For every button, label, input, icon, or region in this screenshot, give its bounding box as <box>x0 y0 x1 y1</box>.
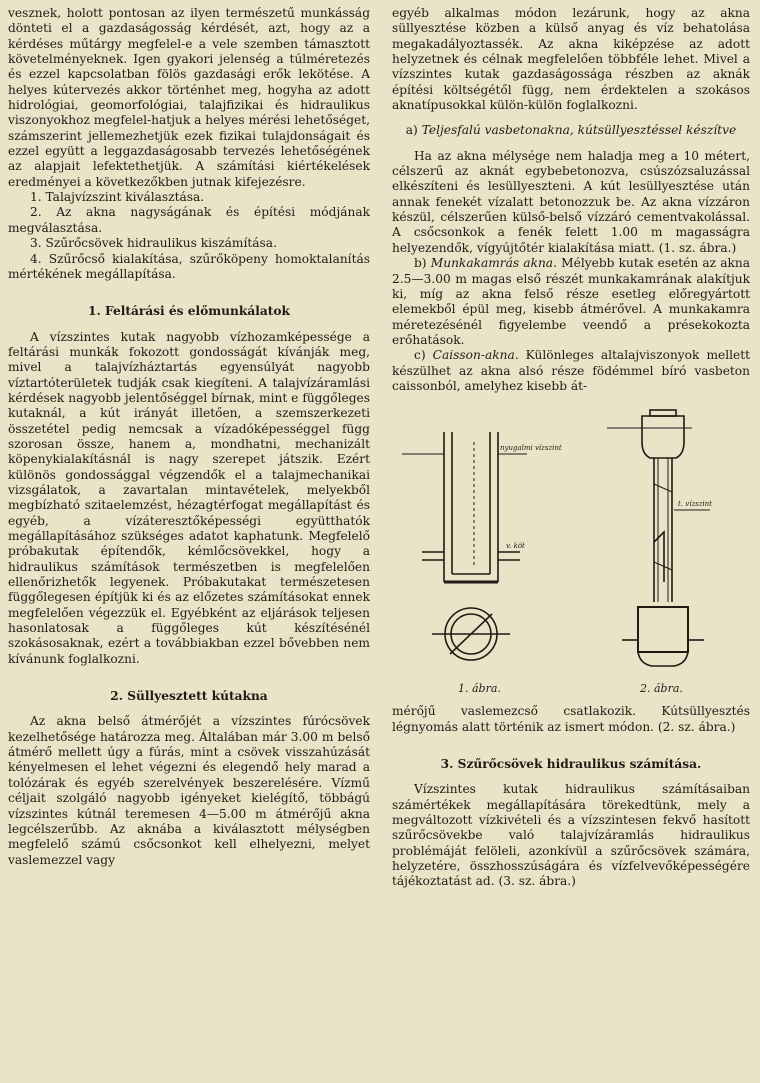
item-text: Különleges altalajviszonyok mellett készülhet az akna alsó része födémmel bíró vasbeton caissonból, amelyhez kisebb át- <box>392 348 751 393</box>
section-paragraph: mérőjű vaslemezcső csatlakozik. Kútsüllyesztés légnyomás alatt történik az ismert módon. (2. sz. ábra.) <box>392 704 750 734</box>
item-label: c) <box>414 348 426 363</box>
subsection-title-text: Teljesfalú vasbetonakna, kútsüllyesztéssel készítve <box>421 123 737 138</box>
well-drawings <box>392 402 750 702</box>
figures <box>392 402 750 702</box>
intro-paragraph: vesznek, holott pontosan az ilyen természetű munkásság dönteti el a gazdaságosság kérdését, azt, hogy az a kérdéses műtárgy megfelel-e a vele szemben támasztott követelményeknek. Igen gyakori jelenség a túlméretezés és ezzel kapcsolatban fölös gazdasági erők lekötése. A helyes kútervezés akkor történhet meg, hogyha az adott hidrológiai, geomorfológiai, talajfizikai és hidraulikus viszonyokhoz megfelel-hatjuk a helyes mérési lehetőséget, számszerint jellemezhetjük ezek fizikai tulajdonságait és ezzel együtt a leggazdaságosabb tervezés lehetőségének az alapjait lefektethetjük. A számítási kiértékelések eredményei a következőkben jutnak kifejezésre. <box>8 6 370 189</box>
section-paragraph: Az akna belső átmérőjét a vízszintes fúrócsövek kezelhetősége határozza meg. Általában már 3.00 m belső átmérő mellett úgy a fúrás, mint a csövek visszahúzását kényelmesen el lehet végezni és elegendő hely marad a tolózárak és egyéb szerelvények beszerelésére. Vízmű céljait szolgáló nagyobb igényeket kielégítő, többágú vízszintes kútnál teremesen 4—5.00 m átmérőjű akna legcélszerűbb. Az aknába a kiválasztott mélységben megfelelő számú csőcsonkot kell elhelyezni, melyet vaslemezzel vagy <box>8 714 370 867</box>
figure-1-plan <box>432 608 510 660</box>
subsection-label: a) <box>405 123 418 138</box>
list-item: 1. Talajvízszint kiválasztása. <box>30 190 205 205</box>
figure-1-water-label: nyugalmi vízszint <box>500 444 562 453</box>
list-item: 4. Szűrőcső kialakítása, szűrőköpeny homoktalanítás mértékének megállapítása. <box>8 251 370 281</box>
figure-2-caption: 2. ábra. <box>640 682 683 696</box>
item-title: Caisson-akna. <box>432 348 519 363</box>
section-heading: 1. Feltárási és előmunkálatok <box>88 304 290 319</box>
item-text: Mélyebb kutak esetén az akna 2.5—3.00 m magas első részét munkakamrának alakítjuk ki, míg az akna felső része esetleg előregyártott elemekből épül meg, kisebb átmérővel. A munkakamra méretezésénél figyelembe veendő a présekokozta erőhatások. <box>392 256 751 347</box>
subsection-title <box>392 123 750 138</box>
section-heading: 2. Süllyesztett kútakna <box>110 689 268 704</box>
figure-1-caption: 1. ábra. <box>458 682 501 696</box>
section-paragraph <box>392 256 750 348</box>
list-item: 3. Szűrőcsövek hidraulikus kiszámítása. <box>30 236 277 251</box>
intro-paragraph: egyéb alkalmas módon lezárunk, hogy az akna süllyesztése közben a külső anyag és víz behatolása megakadályoztassék. Az akna kiképzése az adott helyzetnek és célnak megfelelően többféle lehet. Mivel a vízszintes kutak gazdaságossága részben az aknák építési költségétől függ, nem érdektelen a szokásos aknatípusokkal külön-külön foglalkozni. <box>392 6 750 113</box>
section-heading: 3. Szűrőcsövek hidraulikus számítása. <box>440 756 702 771</box>
figure-2-water-label: t. vízszint <box>678 500 712 509</box>
section-paragraph: A vízszintes kutak nagyobb vízhozamképessége a feltárási munkák fokozott gondosságát kívánják meg, mivel a talajvízháztartás egyensúlyát nagyobb víztartóterületek tudják csak kiegíteni. A talajvízáramlási kérdések nagyobb jelentőséggel bírnak, mint e függőleges kutaknál, a kút irányát illetően, a szemszerkezeti összetétel pedig nemcsak a vízadóképességgel függ szorosan össze, hanem a, mondhatni, mechanizált köpenykialakításnál is nagy szerepet játszik. Ezért különös gondossággal végzendők el a talajmechanikai vizsgálatok, a zavartalan mintavételek, melyekből megbízható szitaelemzést, hézagtérfogat megállapítást és egyéb, a vízáteresztőképességi együtthatók megállapításához szükséges adatot kaphatunk. Megfelelő próbakutak építendők, kémlőcsövekkel, hogy a hidraulikus számítások természetben is megfelelően ellenőrizhetők legyenek. Próbakutakat természetesen függőlegesen építjük ki és az előzetes számításokat ennek megfelelően végezzük el. Egyébként az eljárások teljesen hasonlatosak a függőleges kút készítésénél szokásosaknak, ezért a továbbiakban ezzel bővebben nem kívánunk foglalkozni. <box>8 329 370 666</box>
item-label: b) <box>414 256 427 271</box>
section-paragraph <box>392 348 750 394</box>
section-paragraph: Vízszintes kutak hidraulikus számításaiban számértékek megállapítására törekedtünk, mely a megváltozott vízkivételi és a vízszintesen fekvő hasított szűrőcsövekbe való talajvízáramlás hidraulikus problémáját felöleli, azonkívül a szűrőcsövek számára, helyzetére, összhosszúságára és vízfelvevőképességére tájékoztatást ad. (3. sz. ábra.) <box>392 782 750 889</box>
left-column <box>8 6 370 868</box>
right-column <box>392 6 750 890</box>
figure-2-shaft <box>607 410 710 666</box>
list-item: 2. Az akna nagyságának és építési módjának megválasztása. <box>8 205 370 235</box>
section-paragraph: Ha az akna mélysége nem haladja meg a 10 métert, célszerű az aknát egybebetonozva, csúszózsaluzással elkészíteni és lesüllyeszteni. A kút lesüllyesztése után annak fenekét vízalatt betonozzuk be. Az akna vízzáron készül, célszerűen külső-belső vízzáró cementvakolással. A csőcsonkok a fenék felett 1.00 m magasságra helyezendők, vígyújtőtér kialakítása miatt. (1. sz. ábra.) <box>392 148 750 255</box>
item-title: Munkakamrás akna. <box>430 256 557 271</box>
figure-1-shaft <box>402 432 527 582</box>
figure-1-level-label: v. köt <box>506 542 525 551</box>
